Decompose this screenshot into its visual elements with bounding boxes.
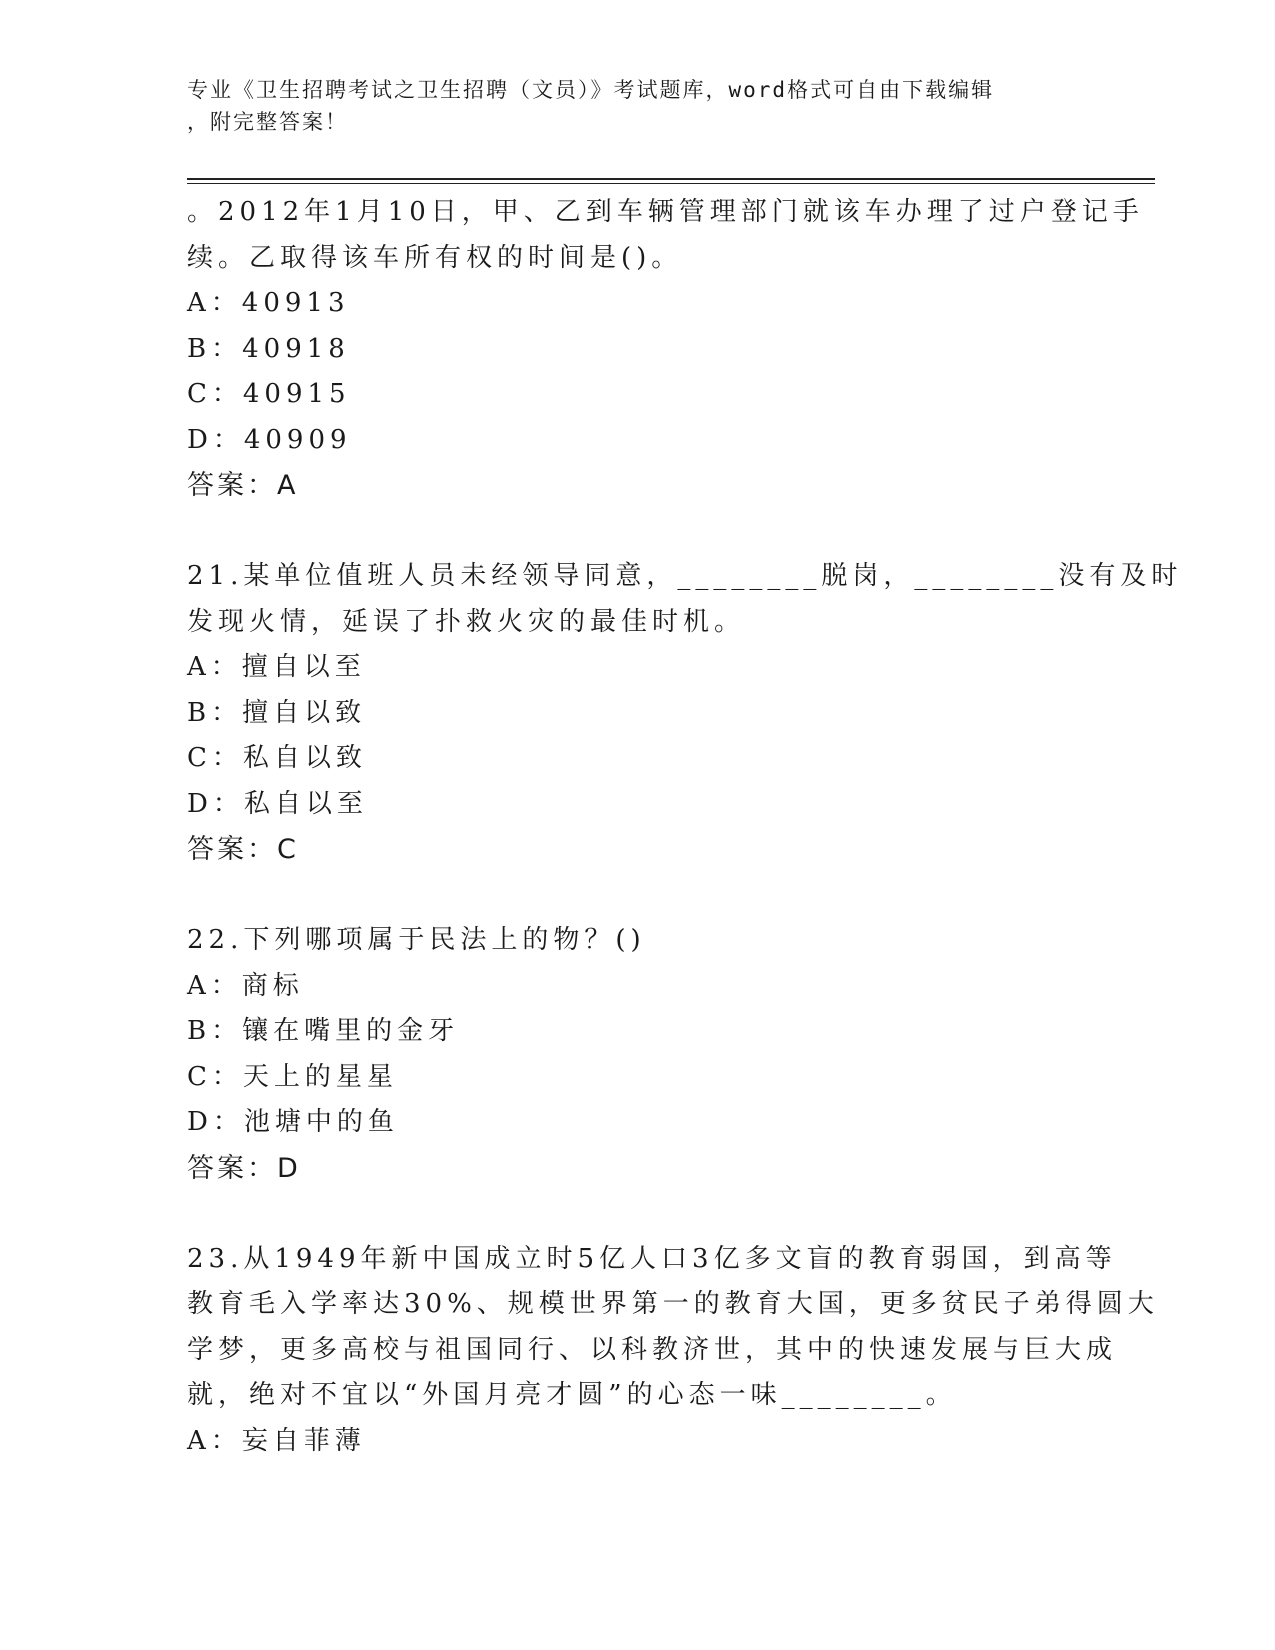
question-text-line: 23.从1949年新中国成立时5亿人口3亿多文盲的教育弱国，到高等 bbox=[187, 1243, 1117, 1274]
header-line-1: 专业《卫生招聘考试之卫生招聘（文员）》考试题库，word格式可自由下载编辑 bbox=[187, 78, 995, 102]
question-text-line: 就，绝对不宜以“外国月亮才圆”的心态一味________。 bbox=[187, 1380, 957, 1410]
option-d: D：40909 bbox=[187, 424, 352, 455]
option-a: A：40913 bbox=[187, 288, 350, 318]
header-divider-thin bbox=[187, 183, 1155, 184]
question-21 bbox=[187, 554, 1183, 873]
option-b: B：40918 bbox=[187, 333, 350, 364]
question-text-line: 21.某单位值班人员未经领导同意，________脱岗，________没有及时 bbox=[187, 561, 1183, 591]
answer-line: 答案：C bbox=[187, 834, 299, 865]
spacer bbox=[187, 1191, 1087, 1237]
option-a: A：擅自以至 bbox=[187, 652, 366, 682]
question-text-line: 。2012年1月10日，甲、乙到车辆管理部门就该车办理了过户登记手 bbox=[187, 197, 1144, 227]
answer-line: 答案：D bbox=[187, 1152, 301, 1184]
question-22 bbox=[187, 918, 1087, 1191]
question-23 bbox=[187, 1237, 1159, 1465]
document-header bbox=[187, 74, 1087, 138]
option-d: D：私自以至 bbox=[187, 788, 368, 819]
option-c: C：40915 bbox=[187, 379, 351, 409]
spacer bbox=[187, 509, 1087, 555]
option-d: D：池塘中的鱼 bbox=[187, 1107, 399, 1137]
option-a: A：商标 bbox=[187, 970, 304, 1001]
spacer bbox=[187, 873, 1087, 919]
question-text-line: 学梦，更多高校与祖国同行、以科教济世，其中的快速发展与巨大成 bbox=[187, 1334, 1118, 1365]
answer-line: 答案：A bbox=[187, 470, 299, 501]
option-a: A：妄自菲薄 bbox=[187, 1425, 366, 1456]
question-text-line: 续。乙取得该车所有权的时间是()。 bbox=[187, 242, 683, 273]
option-b: B：擅自以致 bbox=[187, 697, 367, 728]
option-b: B：镶在嘴里的金牙 bbox=[187, 1016, 460, 1046]
option-c: C：天上的星星 bbox=[187, 1061, 398, 1092]
question-text-line: 教育毛入学率达30%、规模世界第一的教育大国，更多贫民子弟得圆大 bbox=[187, 1289, 1159, 1319]
question-list bbox=[187, 190, 1183, 1464]
header-divider-thick bbox=[187, 178, 1155, 180]
option-c: C：私自以致 bbox=[187, 743, 367, 773]
header-line-2: ，附完整答案！ bbox=[187, 110, 348, 134]
question-20 bbox=[187, 190, 1144, 509]
question-text-line: 发现火情，延误了扑救火灾的最佳时机。 bbox=[187, 606, 746, 637]
question-text-line: 22.下列哪项属于民法上的物？() bbox=[187, 925, 646, 955]
